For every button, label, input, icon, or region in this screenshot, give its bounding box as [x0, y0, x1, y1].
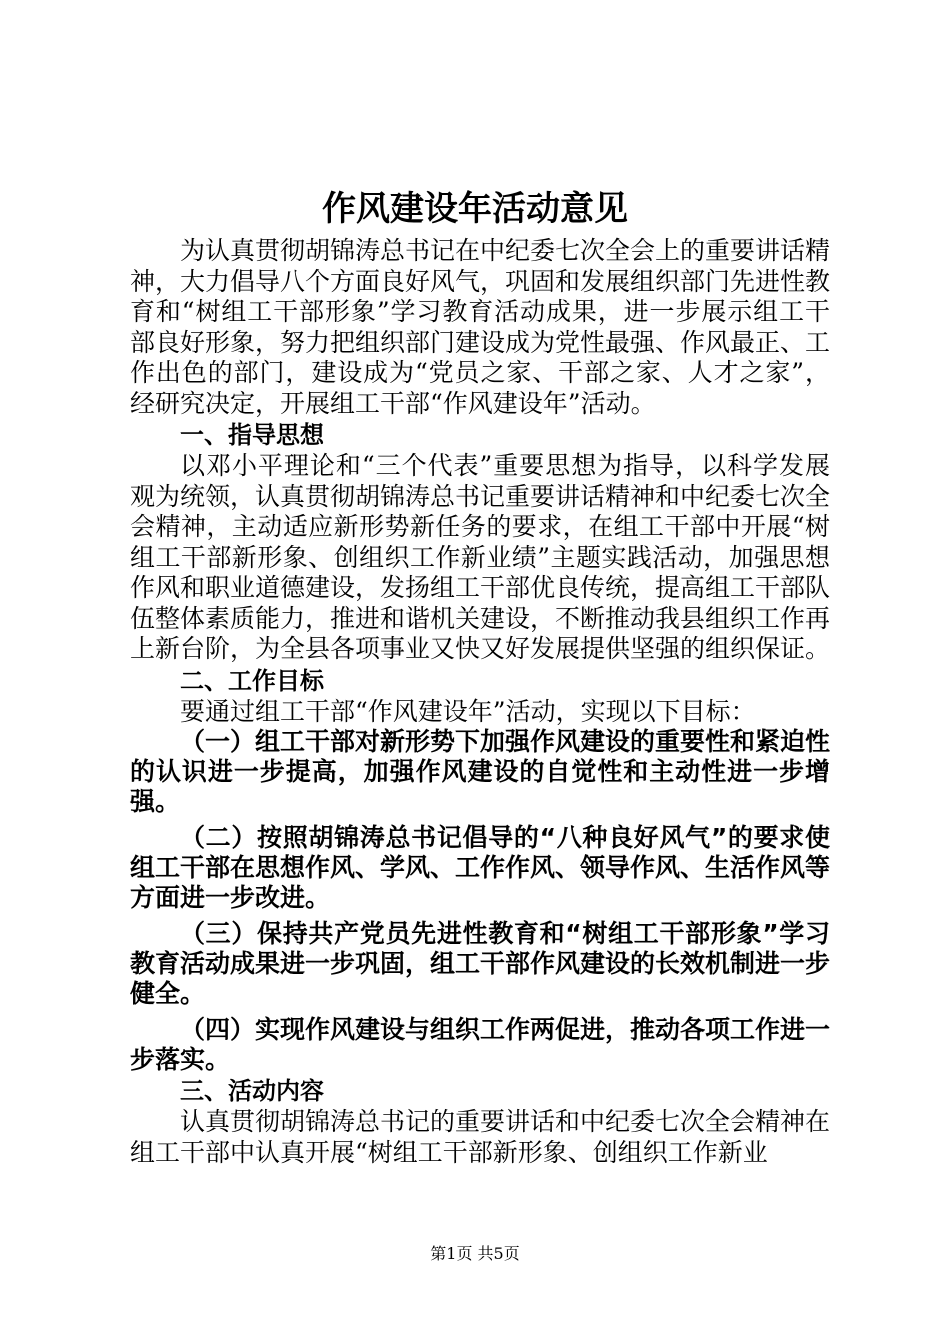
section-heading-work-goals: 二、工作目标 [180, 666, 324, 695]
activity-content-paragraph: 认真贯彻胡锦涛总书记的重要讲话和中纪委七次全会精神在组工干部中认真开展“树组工干部新形象、创组织工作新业 [130, 1107, 831, 1167]
guiding-thought-paragraph: 以邓小平理论和“三个代表”重要思想为指导，以科学发展观为统领，认真贯彻胡锦涛总书记重要讲话精神和中纪委七次全会精神，主动适应新形势新任务的要求，在组工干部中开展“树组工干部新形象、创组织工作新业绩”主题实践活动，加强思想作风和职业道德建设，发扬组工干部优良传统，提高组工干部队伍整体素质能力，推进和谐机关建设，不断推动我县组织工作再上新台阶，为全县各项事业又快又好发展提供坚强的组织保证。 [130, 451, 831, 663]
section-heading-activity-content: 三、活动内容 [180, 1077, 324, 1105]
intro-paragraph: 为认真贯彻胡锦涛总书记在中纪委七次全会上的重要讲话精神，大力倡导八个方面良好风气，巩固和发展组织部门先进性教育和“树组工干部形象”学习教育活动成果，进一步展示组工干部良好形象，努力把组织部门建设成为党性最强、作风最正、工作出色的部门，建设成为“党员之家、干部之家、人才之家”，经研究决定，开展组工干部“作风建设年”活动。 [130, 236, 831, 418]
goal-item-1: （一）组工干部对新形势下加强作风建设的重要性和紧迫性的认识进一步提高，加强作风建设的自觉性和主动性进一步增强。 [130, 727, 831, 816]
section-heading-guiding-thought: 一、指导思想 [180, 421, 324, 449]
page-footer: 第1页 共5页 [430, 1244, 520, 1263]
goal-item-2: （二）按照胡锦涛总书记倡导的“八种良好风气”的要求使组工干部在思想作风、学风、工作作风、领导作风、生活作风等方面进一步改进。 [130, 823, 831, 912]
document-title: 作风建设年活动意见 [322, 189, 628, 229]
document-body [130, 236, 830, 1168]
goal-item-4: （四）实现作风建设与组织工作两促进，推动各项工作进一步落实。 [130, 1015, 831, 1074]
goals-intro-paragraph: 要通过组工干部“作风建设年”活动，实现以下目标： [180, 696, 756, 726]
goal-item-3: （三）保持共产党员先进性教育和“树组工干部形象”学习教育活动成果进一步巩固，组工干部作风建设的长效机制进一步健全。 [130, 919, 831, 1008]
